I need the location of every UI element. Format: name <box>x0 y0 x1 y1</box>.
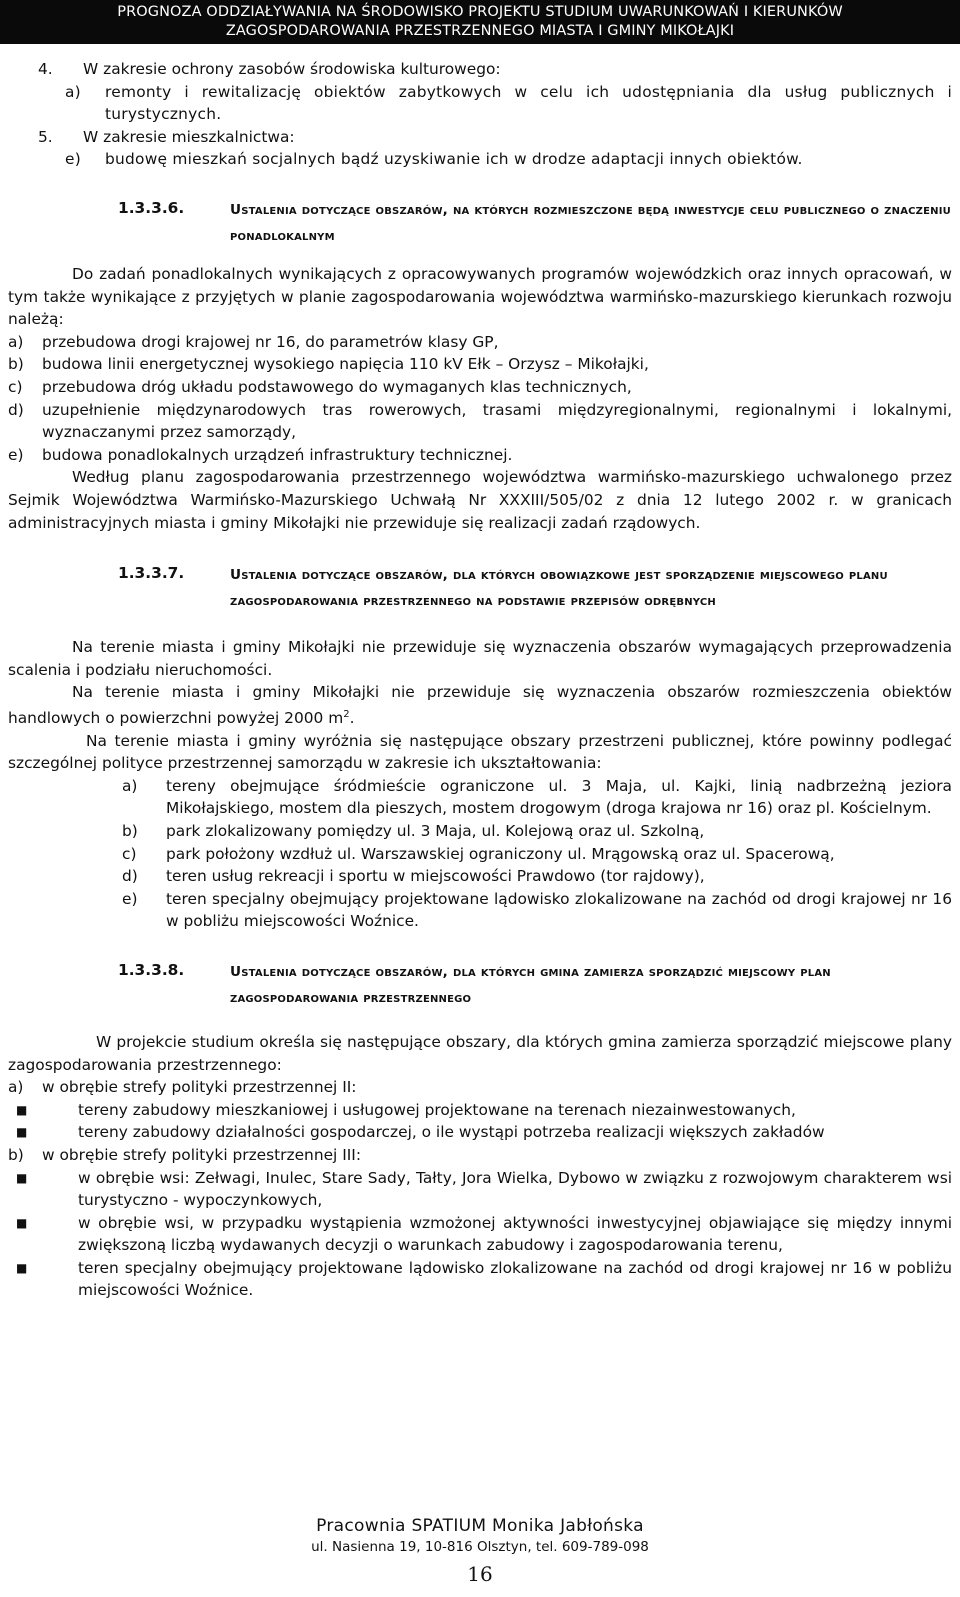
bullet-item <box>8 1212 952 1257</box>
list-item <box>122 888 952 933</box>
page-content <box>8 58 952 1302</box>
document-header <box>0 0 960 44</box>
list-mark: a) <box>8 332 24 351</box>
list-item <box>122 775 952 820</box>
bullet-square-icon: ■ <box>16 1215 28 1230</box>
list-item <box>8 1076 952 1099</box>
list-text: w obrębie strefy polityki przestrzennej III: <box>42 1145 362 1164</box>
list-text: W zakresie ochrony zasobów środowiska kulturowego: <box>83 60 501 78</box>
list-text: uzupełnienie międzynarodowych tras rowerowych, trasami międzyregionalnymi, regionalnymi i lokalnymi, wyznaczanymi przez samorządy, <box>42 400 952 442</box>
list-item <box>8 331 952 354</box>
list-mark: e) <box>122 889 138 908</box>
bullet-text: tereny zabudowy działalności gospodarczej, o ile wystąpi potrzeba realizacji większych zakładów <box>78 1123 825 1142</box>
list-mark: e) <box>8 445 24 464</box>
list-mark: e) <box>65 150 81 169</box>
section-title: Ustalenia dotyczące obszarów, na których rozmieszczone będą inwestycje celu publicznego o znaczeniu ponadlokalnym <box>230 201 951 244</box>
document-footer <box>0 1515 960 1589</box>
list-mark: c) <box>8 377 23 396</box>
list-text: park położony wzdłuż ul. Warszawskiej ograniczony ul. Mrągowską oraz ul. Spacerową, <box>166 844 835 863</box>
list-text: przebudowa drogi krajowej nr 16, do parametrów klasy GP, <box>42 332 499 351</box>
paragraph-text: Na terenie miasta i gminy Mikołajki nie przewiduje się wyznaczenia obszarów rozmieszczenia obiektów handlowych o powierzchni powyżej 2000 m <box>8 683 952 727</box>
section-heading-1338 <box>8 959 952 1011</box>
section-number: 1.3.3.8. <box>118 960 185 979</box>
section-intro: W projekcie studium określa się następujące obszary, dla których gmina zamierza sporządzić miejscowe plany zagospodarowania przestrzennego: <box>8 1032 952 1074</box>
list-item <box>122 865 952 888</box>
list-text: przebudowa dróg układu podstawowego do wymaganych klas technicznych, <box>42 377 632 396</box>
list-text: budowę mieszkań socjalnych bądź uzyskiwanie ich w drodze adaptacji innych obiektów. <box>105 150 803 169</box>
list-item <box>8 1144 952 1167</box>
list-item <box>8 376 952 399</box>
section-paragraph: Na terenie miasta i gminy wyróżnia się następujące obszary przestrzeni publicznej, które powinny podlegać szczególnej polityce przestrzennej samorządu w zakresie ich ukształtowania: <box>8 731 952 773</box>
section-heading-1336 <box>8 197 952 249</box>
list-item-4 <box>8 58 952 81</box>
bullet-square-icon: ■ <box>16 1125 28 1140</box>
list-text: teren usług rekreacji i sportu w miejscowości Prawdowo (tor rajdowy), <box>166 867 705 886</box>
list-mark: d) <box>122 867 138 886</box>
list-item-4a <box>8 81 952 126</box>
investment-list <box>8 331 952 467</box>
section-title: Ustalenia dotyczące obszarów, dla których gmina zamierza sporządzić miejscowy plan zagospodarowania przestrzennego <box>230 963 831 1006</box>
section-number: 1.3.3.7. <box>118 564 185 583</box>
list-text: budowa ponadlokalnych urządzeń infrastruktury technicznej. <box>42 445 513 464</box>
list-text: tereny obejmujące śródmieście ograniczone ul. 3 Maja, ul. Kajki, linią nadbrzeżną jeziora Mikołajskiego, mostem dla pieszych, mostem drogowym (droga krajowa nr 16) oraz pl. Kościelnym. <box>166 776 952 818</box>
list-text: remonty i rewitalizację obiektów zabytkowych w celu ich udostępniania dla usług publicznych i turystycznych. <box>105 82 952 124</box>
list-number: 4. <box>38 60 53 78</box>
list-item-5 <box>8 126 952 149</box>
footer-company: Pracownia SPATIUM Monika Jabłońska <box>316 1516 644 1536</box>
list-text: w obrębie strefy polityki przestrzennej II: <box>42 1078 357 1097</box>
paragraph-end: . <box>349 709 355 727</box>
superscript: 2 <box>343 708 350 720</box>
list-text: teren specjalny obejmujący projektowane lądowisko zlokalizowane na zachód od drogi krajowej nr 16 w pobliżu miejscowości Woźnice. <box>166 889 952 931</box>
list-mark: d) <box>8 400 24 419</box>
list-mark: b) <box>122 821 138 840</box>
list-mark: a) <box>65 82 81 101</box>
list-item <box>8 353 952 376</box>
footer-address: ul. Nasienna 19, 10-816 Olsztyn, tel. 609-789-098 <box>311 1539 649 1555</box>
list-mark: a) <box>122 776 138 795</box>
list-mark: c) <box>122 844 137 863</box>
bullet-text: w obrębie wsi, w przypadku wystąpienia wzmożonej aktywności inwestycyjnej objawiające się między innymi zwiększoną liczbą wydawanych decyzji o warunkach zabudowy i zagospodarowania terenu, <box>78 1213 952 1255</box>
bullet-square-icon: ■ <box>16 1260 28 1275</box>
bullet-item <box>8 1099 952 1122</box>
header-line-1: PROGNOZA ODDZIAŁYWANIA NA ŚRODOWISKO PROJEKTU STUDIUM UWARUNKOWAŃ I KIERUNKÓW <box>117 4 843 20</box>
list-text: W zakresie mieszkalnictwa: <box>83 127 295 146</box>
list-item <box>122 843 952 866</box>
bullet-text: w obrębie wsi: Zełwagi, Inulec, Stare Sady, Tałty, Jora Wielka, Dybowo w związku z rozwojowym charakterem wsi turystyczno - wypoczynkowych, <box>78 1168 952 1210</box>
list-text: park zlokalizowany pomiędzy ul. 3 Maja, ul. Kolejową oraz ul. Szkolną, <box>166 821 705 840</box>
header-line-2: ZAGOSPODAROWANIA PRZESTRZENNEGO MIASTA I GMINY MIKOŁAJKI <box>225 22 735 39</box>
list-item <box>8 444 952 467</box>
section-number: 1.3.3.6. <box>118 198 185 217</box>
public-space-list <box>8 775 952 933</box>
section-heading-1337 <box>8 562 952 614</box>
section-paragraph: Według planu zagospodarowania przestrzennego województwa warmińsko-mazurskiego uchwalonego przez Sejmik Województwa Warmińsko-Mazurskiego Uchwałą Nr XXXIII/505/02 z dnia 12 lutego 2002 r. w granicach administracyjnych miasta i gminy Mikołajki nie przewiduje się realizacji zadań rządowych. <box>8 468 952 532</box>
bullet-square-icon: ■ <box>16 1170 28 1185</box>
list-mark: b) <box>8 1145 24 1164</box>
list-number: 5. <box>38 127 53 146</box>
list-mark: b) <box>8 355 24 374</box>
list-item <box>8 399 952 444</box>
list-mark: a) <box>8 1078 24 1097</box>
page-number: 16 <box>467 1562 493 1586</box>
section-paragraph: Na terenie miasta i gminy Mikołajki nie przewiduje się wyznaczenia obszarów wymagających przeprowadzenia scalenia i podziału nieruchomości. <box>8 638 952 679</box>
list-item-5e <box>8 148 952 171</box>
bullet-item <box>8 1257 952 1302</box>
section-paragraph <box>8 681 952 729</box>
bullet-item <box>8 1167 952 1212</box>
list-item <box>122 820 952 843</box>
bullet-square-icon: ■ <box>16 1102 28 1117</box>
bullet-item <box>8 1121 952 1144</box>
bullet-text: teren specjalny obejmujący projektowane lądowisko zlokalizowane na zachód od drogi krajowej nr 16 w pobliżu miejscowości Woźnice. <box>78 1258 952 1300</box>
section-title: Ustalenia dotyczące obszarów, dla których obowiązkowe jest sporządzenie miejscowego planu zagospodarowania przestrzennego na podstawie przepisów odrębnych <box>230 567 888 610</box>
list-text: budowa linii energetycznej wysokiego napięcia 110 kV Ełk – Orzysz – Mikołajki, <box>42 355 649 374</box>
bullet-text: tereny zabudowy mieszkaniowej i usługowej projektowane na terenach niezainwestowanych, <box>78 1100 796 1119</box>
section-intro: Do zadań ponadlokalnych wynikających z opracowywanych programów wojewódzkich oraz innych opracowań, w tym także wynikające z przyjętych w planie zagospodarowania województwa warmińsko-mazurskiego kierunkach rozwoju należą: <box>8 264 952 329</box>
